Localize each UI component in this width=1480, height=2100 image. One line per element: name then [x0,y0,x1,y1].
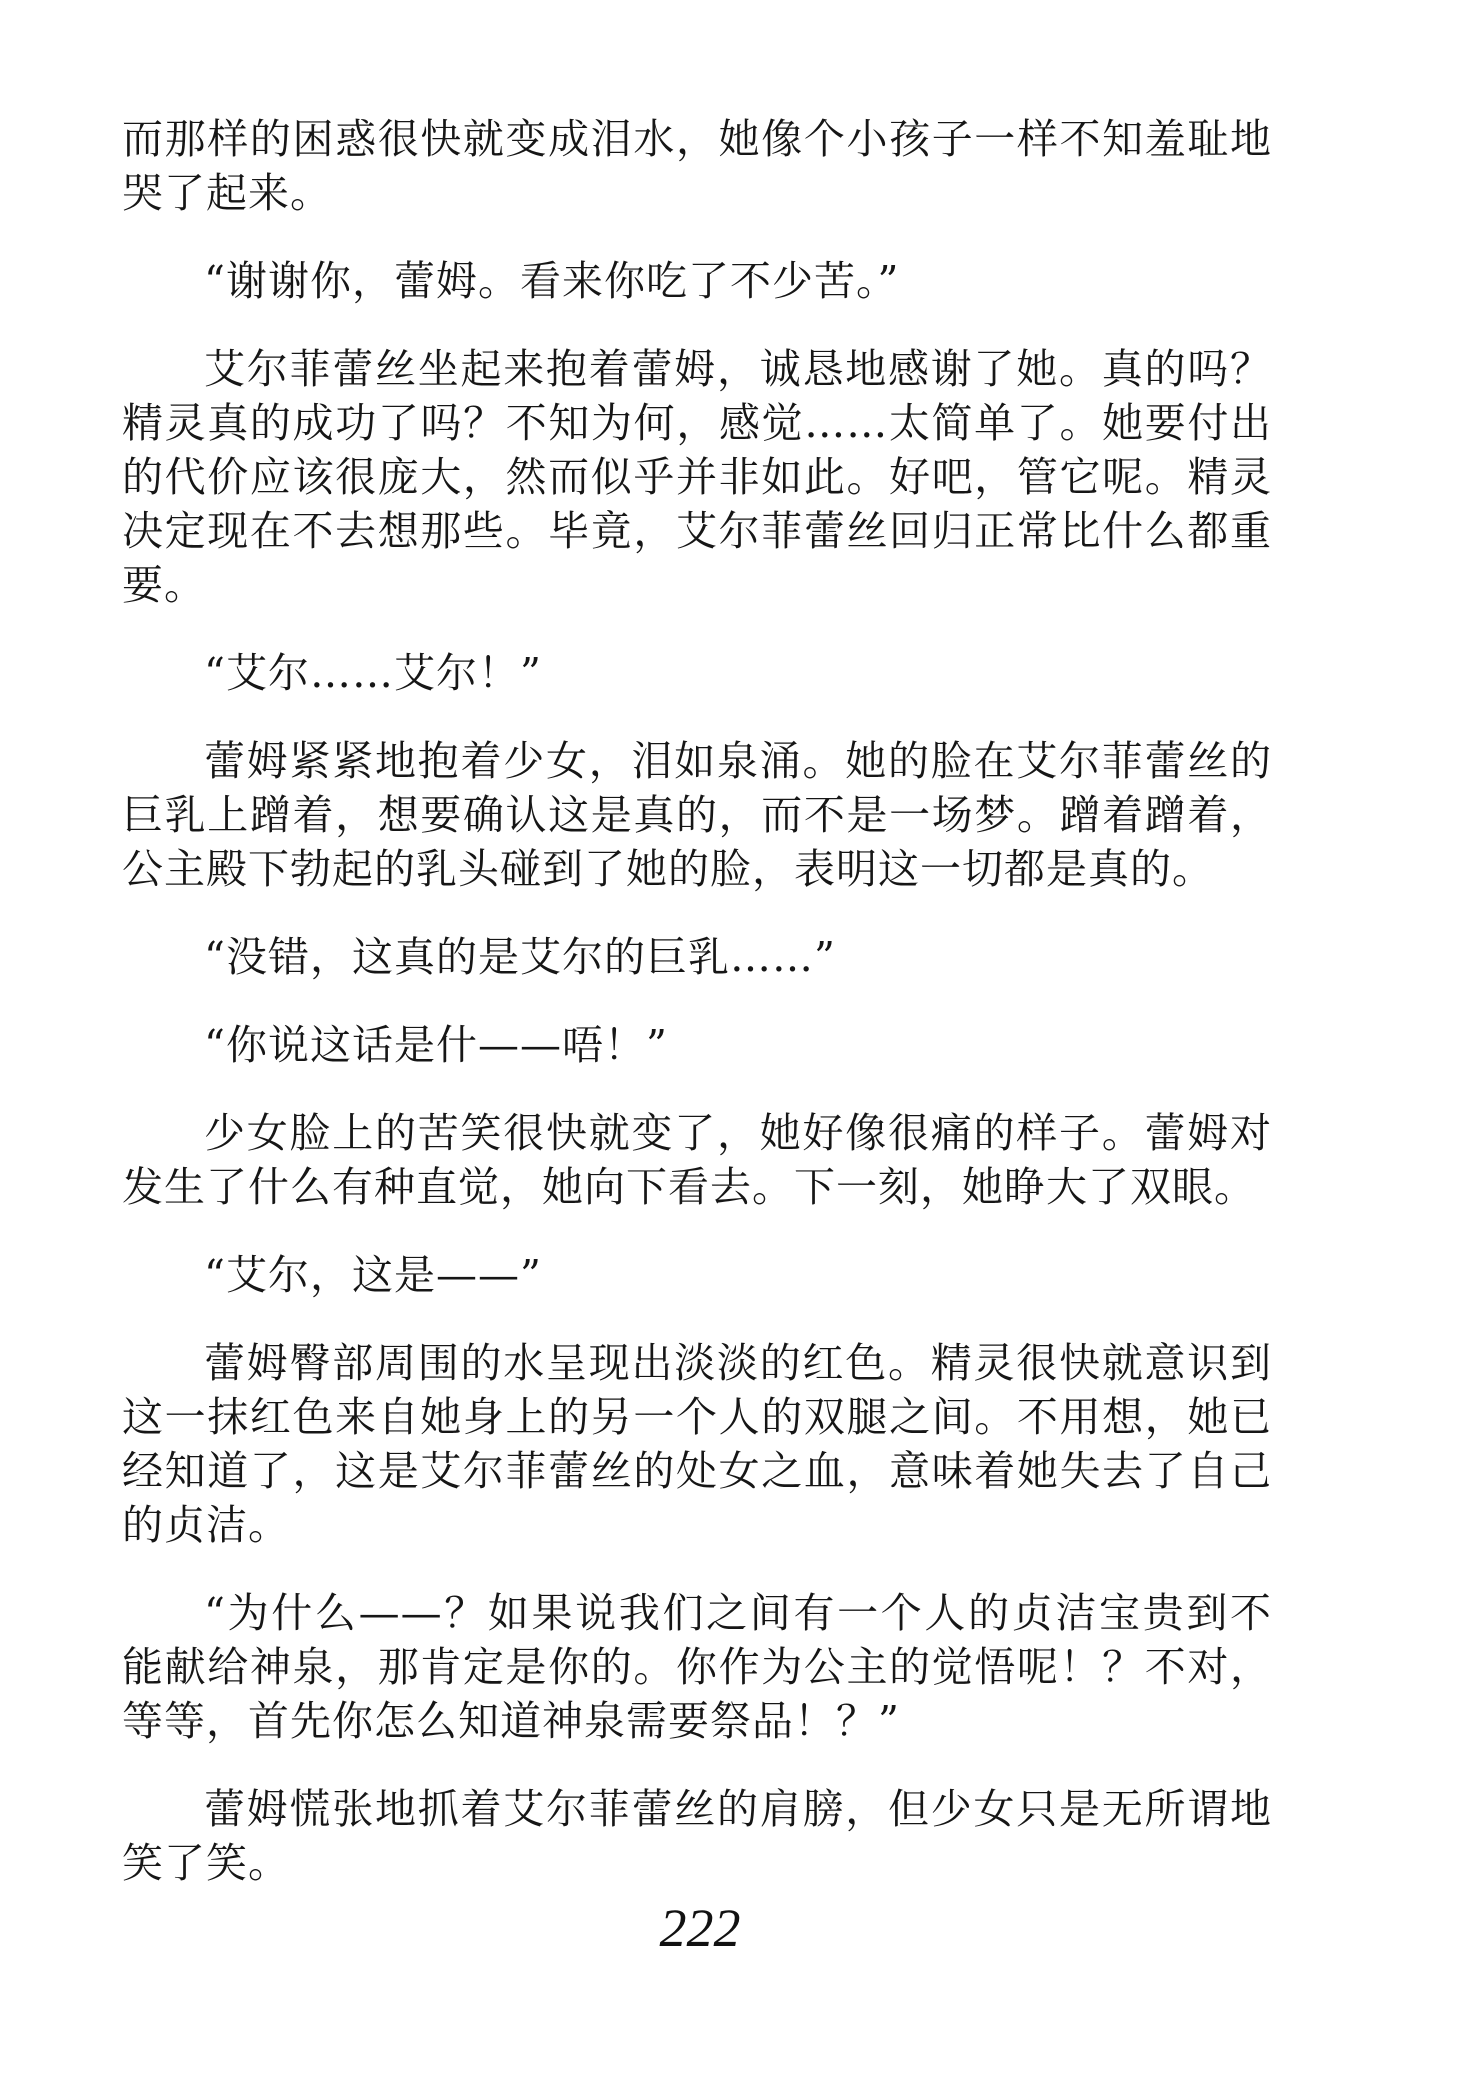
paragraph-8: 少女脸上的苦笑很快就变了，她好像很痛的样子。蕾姆对发生了什么有种直觉，她向下看去。下一刻，她睁大了双眼。 [122,1109,1272,1211]
paragraph-9: “艾尔，这是——” [204,1251,542,1299]
paragraph-2: “谢谢你，蕾姆。看来你吃了不少苦。” [204,257,900,305]
body-text [122,112,1272,1924]
paragraph-3: 艾尔菲蕾丝坐起来抱着蕾姆，诚恳地感谢了她。真的吗？精灵真的成功了吗？不知为何，感觉……太简单了。她要付出的代价应该很庞大，然而似乎并非如此。好吧，管它呢。精灵决定现在不去想那些。毕竟，艾尔菲蕾丝回归正常比什么都重要。 [122,345,1272,609]
paragraph-1: 而那样的困惑很快就变成泪水，她像个小孩子一样不知羞耻地哭了起来。 [122,115,1272,217]
paragraph-5: 蕾姆紧紧地抱着少女，泪如泉涌。她的脸在艾尔菲蕾丝的巨乳上蹭着，想要确认这是真的，而不是一场梦。蹭着蹭着，公主殿下勃起的乳头碰到了她的脸，表明这一切都是真的。 [122,737,1272,893]
paragraph-6: “没错，这真的是艾尔的巨乳……” [204,933,836,981]
paragraph-10: 蕾姆臀部周围的水呈现出淡淡的红色。精灵很快就意识到这一抹红色来自她身上的另一个人的双腿之间。不用想，她已经知道了，这是艾尔菲蕾丝的处女之血，意味着她失去了自己的贞洁。 [122,1339,1272,1549]
paragraph-7: “你说这话是什——唔！” [204,1021,668,1069]
paragraph-4: “艾尔……艾尔！” [204,649,542,697]
paragraph-11: “为什么——？如果说我们之间有一个人的贞洁宝贵到不能献给神泉，那肯定是你的。你作为公主的觉悟呢！？不对，等等，首先你怎么知道神泉需要祭品！？” [122,1589,1272,1745]
page-number: 222 [659,1898,741,1958]
paragraph-12: 蕾姆慌张地抓着艾尔菲蕾丝的肩膀，但少女只是无所谓地笑了笑。 [122,1785,1272,1887]
